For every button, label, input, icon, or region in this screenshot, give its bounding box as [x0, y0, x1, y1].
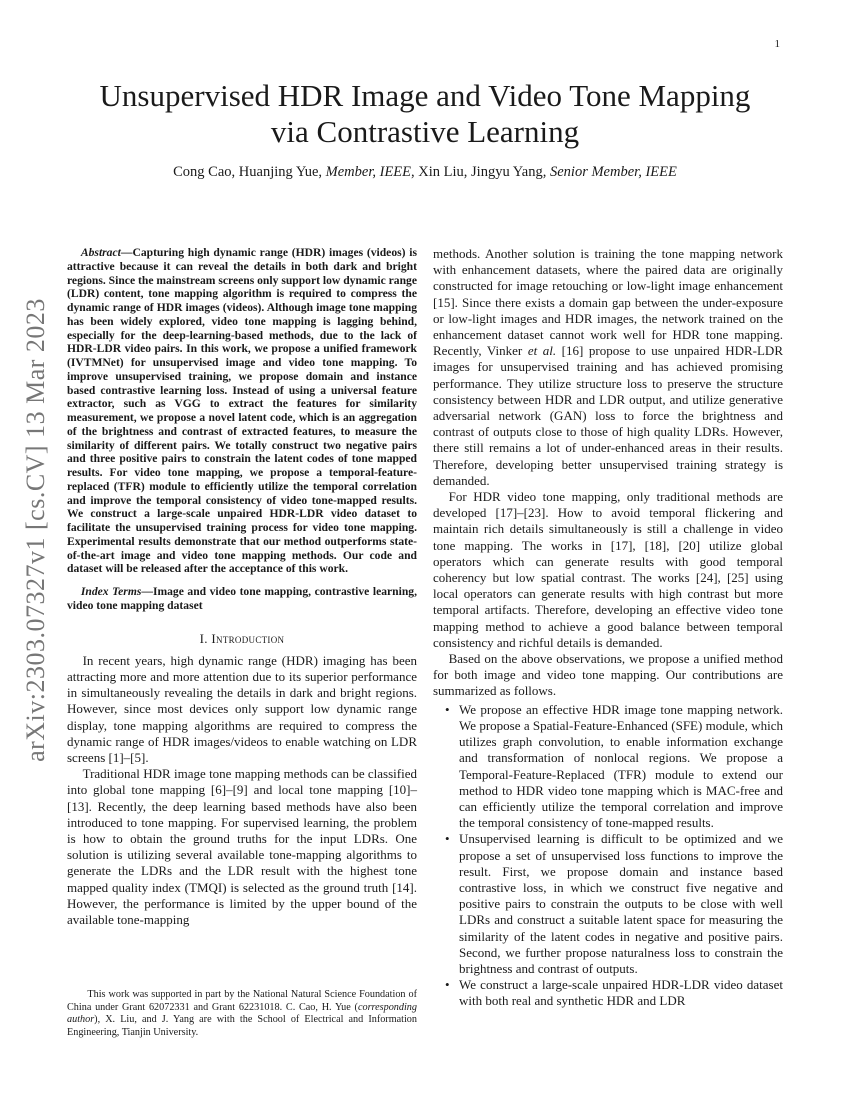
footnote-part-a: This work was supported in part by the National Natural Science Foundation of China under Grant 62072331 and Grant 62231018. C. Cao, H. Yue ( — [67, 989, 417, 1013]
page-number: 1 — [774, 38, 780, 50]
author-role-1: Member, IEEE — [325, 164, 412, 180]
intro-paragraph-2: Traditional HDR image tone mapping methods can be classified into global tone mapping [6]–[9] and local tone mapping [10]–[13]. Recently, the deep learning based methods have also been introduced to tone mapping. For supervised learning, the problem is how to obtain the ground truths for the input LDRs. One solution is utilizing several available tone-mapping algorithms to generate the LDRs and the LDR result with the highest tone mapped quality index (TMQI) is selected as the ground truth [14]. However, the performance is limited by the upper bound of the available tone-mapping — [67, 766, 417, 927]
abstract-text: —Capturing high dynamic range (HDR) images (videos) is attractive because it can reveal the details in both dark and bright regions. Since the mainstream screens only support low dynamic range (LDR) content, tone mapping algorithm is required to compress the dynamic range of HDR images (videos). Although image tone mapping has been widely explored, video tone mapping is lagging behind, especially for the deep-learning-based methods, due to the lack of HDR-LDR video pairs. In this work, we propose a unified framework (IVTMNet) for unsupervised image and video tone mapping. To improve unsupervised training, we propose domain and instance based contrastive learning loss. Instead of using a universal feature extractor, such as VGG to extract the features for similarity measurement, we propose a novel latent code, which is an aggregation of the brightness and contrast of extracted features, to measure the similarity of different pairs. We totally construct two negative pairs and three positive pairs to constrain the latent codes of tone mapped results. For video tone mapping, we propose a temporal-feature-replaced (TFR) module to efficiently utilize the temporal correlation and improve the temporal consistency of video tone-mapped results. We construct a large-scale unpaired HDR-LDR video dataset to facilitate the unsupervised training process for video tone mapping. Experimental results demonstrate that our method outperforms state-of-the-art image and video tone mapping methods. Our code and dataset will be released after the acceptance of this work. — [67, 246, 417, 576]
index-terms — [67, 585, 417, 613]
title-line-2: via Contrastive Learning — [270, 114, 580, 149]
author-list — [0, 164, 850, 181]
footnote-text — [67, 989, 417, 1039]
intro-paragraph-5: Based on the above observations, we propose a unified method for both image and video tone mapping. Our contributions are summarized as follows. — [433, 651, 783, 699]
abstract-label: Abstract — [80, 246, 121, 259]
bullet-icon: • — [445, 701, 450, 717]
arxiv-identifier-text: arXiv:2303.07327v1 [cs.CV] 13 Mar 2023 — [21, 298, 50, 762]
para3-text-b: [16] propose to use unpaired HDR-LDR images for unsupervised training and has achieved promising performance. They utilize structure loss to preserve the structure consistency between HDR and LDR output, and utilize generative adversarial network (GAN) loss to force the brightness and contrast of outputs close to those of high quality LDRs. However, there still remains a lot of under-enhanced areas in their results. Therefore, developing better unsupervised training strategy is demanded. — [433, 343, 783, 488]
contribution-text-2: Unsupervised learning is difficult to be optimized and we propose a set of unsupervised loss functions to improve the result. First, we propose domain and instance based contrastive loss, in which we construct five negative and positive pairs to constrain the outputs to be close with well LDRs and construct a suitable latent space for measuring the similarity of the latent codes in negative and positive pairs. Second, we further propose naturalness loss to constrain the brightness and contrast of outputs. — [459, 831, 783, 976]
index-terms-label: Index Terms — [80, 585, 142, 598]
contribution-text-1: We propose an effective HDR image tone mapping network. We propose a Spatial-Feature-Enhanced (SFE) module, which utilizes graph convolution, to enable information exchange and transformation of nonlocal regions. We propose a Temporal-Feature-Replaced (TFR) module to extend our method to HDR video tone mapping which is MAC-free and can efficiently utilize the temporal correlation and improve the temporal consistency of tone-mapped results. — [459, 701, 783, 831]
section-name: Introduction — [211, 630, 285, 646]
funding-footnote — [67, 989, 417, 1039]
section-heading-introduction — [67, 631, 417, 647]
list-item — [445, 831, 783, 977]
paper-title — [0, 78, 850, 150]
contribution-text-3: We construct a large-scale unpaired HDR-LDR video dataset with both real and synthetic HDR and LDR — [459, 977, 783, 1009]
list-item — [445, 977, 783, 1009]
authors-part-1: Cong Cao, Huanjing Yue, — [173, 164, 326, 180]
para3-etal: et al. — [527, 343, 557, 359]
left-column — [67, 246, 417, 928]
arxiv-identifier — [6, 290, 66, 770]
footnote-part-b: ), X. Liu, and J. Yang are with the School of Electrical and Information Engineering, Tianjin University. — [67, 1014, 417, 1038]
bullet-icon: • — [445, 831, 450, 847]
bullet-icon: • — [445, 977, 450, 993]
list-item — [445, 701, 783, 832]
intro-paragraph-3 — [433, 246, 783, 489]
author-role-2: Senior Member, IEEE — [550, 164, 677, 180]
abstract — [67, 246, 417, 576]
intro-paragraph-1: In recent years, high dynamic range (HDR) imaging has been attracting more and more attention due to its superior performance in simultaneously revealing the details in dark and bright regions. However, since most devices only support low dynamic range display, tone mapping algorithms are required to compress the dynamic range of HDR images/videos to enable watching on LDR screens [1]–[5]. — [67, 652, 417, 765]
section-numeral: I. — [199, 630, 212, 646]
right-column — [433, 246, 783, 1010]
para3-text-a: methods. Another solution is training the tone mapping network with enhancement datasets, where the paired data are originally constructed for image retouching or low-light image enhancement [15]. Since there exists a domain gap between the under-exposure or low-light images and HDR images, the network trained on the enhancement dataset cannot work well for HDR tone mapping. Recently, Vinker — [433, 246, 783, 359]
footnote-corresponding: corresponding author — [67, 1001, 417, 1026]
intro-paragraph-4: For HDR video tone mapping, only traditional methods are developed [17]–[23]. How to avoid temporal flickering and maintain rich details simultaneously is still a challenge in video tone mapping. The works in [17], [18], [20] utilize global operators which can generate results with good temporal coherency but low spatial contrast. The works [24], [25] using local operators can generate results with high contrast but more temporal artifacts. Therefore, developing an effective video tone mapping method to achieve a good balance between temporal consistency and richful details is demanded. — [433, 489, 783, 650]
contribution-list — [433, 702, 783, 1010]
index-terms-text: —Image and video tone mapping, contrastive learning, video tone mapping dataset — [67, 585, 417, 612]
title-line-1: Unsupervised HDR Image and Video Tone Mapping — [99, 78, 751, 113]
authors-part-2: , Xin Liu, Jingyu Yang, — [411, 164, 550, 180]
